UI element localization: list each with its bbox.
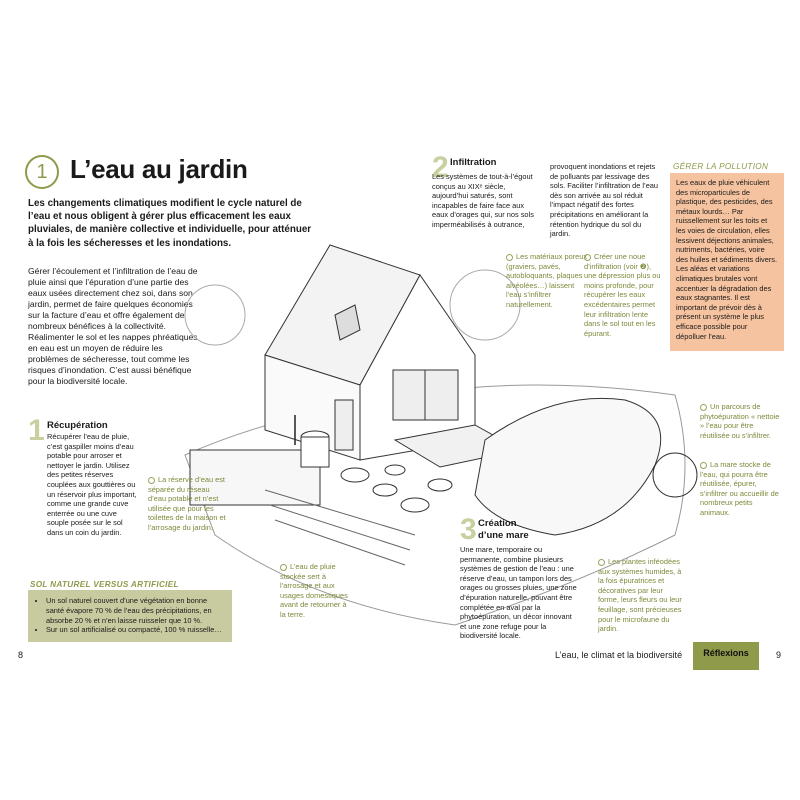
page-title: L’eau au jardin [70,154,248,184]
section-number-2: 2 [432,151,449,184]
section-text-infiltration-col1: Les systèmes de tout-à-l’égout conçus au XIXᵉ siècle, aujourd’hui saturés, sont incapables de faire face aux eaux d’orages qui, sur nos sols imperméabilisés à outrance, [432,172,534,229]
callout-dot-icon [700,404,707,411]
section-number-3: 3 [460,513,477,546]
sol-box [28,590,232,642]
callout-mare-stocke: La mare stocke de l’eau, qui pourra être réutilisée, épurer, s’infiltrer ou accueillir de nombreux petits animaux. [700,460,779,517]
section-text-recuperation: Récupérer l’eau de pluie, c’est gaspiller moins d’eau potable pour arroser et nettoyer le jardin. Utilisez des petites réserves couplées aux gouttières ou un réservoir plus important, comme une grande cuve enterrée ou une cuve souple posée sur le sol dans un coin du jardin. [47,432,137,537]
callout-reserve: La réserve d’eau est séparée du réseau d’eau potable et n’est utilisée que pour les toilettes de la maison et l’arrosage du jardin. [148,475,226,532]
section-title-recuperation: Récupération [47,420,108,431]
callout-dot-icon [584,254,591,261]
callout-noue: Créer une noue d’infiltration (voir ❷), une dépression plus ou moins profonde, pour récupérer les eaux excédentaires permet leur infiltration lente dans le sol tout en les épurant. [584,252,661,338]
section-number-1: 1 [28,414,45,447]
callout-materiaux: Les matériaux poreux (graviers, pavés, autobloquants, plaques alvéolées…) laissent l’eau s’infiltrer naturellement. [506,252,588,309]
section-title-infiltration: Infiltration [450,157,497,168]
intro-lead: Les changements climatiques modifient le cycle naturel de l’eau et nous obligent à gérer plus efficacement les eaux pluviales, de manière collective et individuelle, pour atténuer à la fois les sécheresses et les inondations. [28,198,312,249]
callout-dot-icon [598,559,605,566]
book-title: L’eau, le climat et la biodiversité [555,650,683,660]
callout-parcours: Un parcours de phytoépuration « nettoie » l’eau pour être réutilisée ou s’infiltrer. [700,402,780,440]
callout-dot-icon [280,564,287,571]
callout-eau-pluie: L’eau de pluie stockée sert à l’arrosage et aux usages domestiques avant de retourner à la terre. [280,562,348,619]
section-tab: Réflexions [693,642,759,670]
callout-dot-icon [506,254,513,261]
sol-box-heading: SOL NATUREL VERSUS ARTIFICIEL [30,580,179,589]
sol-box-item: • Sur un sol artificialisé ou compacté, 100 % ruisselle… [46,625,224,635]
pollution-box: Les eaux de pluie véhiculent des microparticules de plastique, des pesticides, des métaux lourds… Par ruissellement sur les toits et les voies de circulation, elles lessivent déjections animales, nutriments, bactéries, voire des huiles et sédiments divers. Les aléas et variations climatiques brutales vont accentuer la dégradation des eaux stagnantes. Il est important de prévoir dès à présent un système le plus efficace possible pour dépolluer l’eau. [670,173,784,351]
section-text-infiltration-col2: provoquent inondations et rejets de polluants par lessivage des sols. Faciliter l’infiltration de l’eau dès son arrivée au sol réduit l’impact négatif des fortes précipitations en améliorant la rétention hydrique du sol du jardin. [550,162,659,239]
page-number-right: 9 [776,650,782,660]
callout-dot-icon [700,462,707,469]
section-title-mare-2: d’une mare [478,530,529,541]
sol-box-item: • Un sol naturel couvert d’une végétation en bonne santé évapore 70 % de l’eau des précipitations, en absorbe 20 % et n’en laisse ruisseler que 10 %. [46,596,224,625]
intro-body: Gérer l’écoulement et l’infiltration de l’eau de pluie ainsi que l’épuration d’une partie des eaux usées directement chez soi, dans son jardin, permet de faire quelques économies sur la facture d’eau et offre également de nombreux bénéfices à la collectivité. Réalimenter le sol et les nappes phréatiques en eau est un moyen de réduire les problèmes de sécheresse, tout comme les risques d’inondation. C’est aussi bénéfique pour la biodiversité locale. [28,266,198,386]
chapter-number-badge: 1 [25,155,59,189]
section-title-mare-1: Création [478,518,517,529]
section-text-mare: Une mare, temporaire ou permanente, combine plusieurs systèmes de gestion de l’eau : une réserve d’eau, un tampon lors des orages ou grosses pluies, une zone d’épuration naturelle, pouvant être complétée en aval par la phytoépuration, un décor innovant et une zone refuge pour la biodiversité locale. [460,545,577,641]
callout-dot-icon [148,477,155,484]
page-number-left: 8 [18,650,24,660]
pollution-heading: GÉRER LA POLLUTION [673,162,769,171]
callout-plantes: Les plantes inféodées aux systèmes humides, à la fois épuratrices et décoratives par leur forme, leurs fleurs ou leur feuillage, sont précieuses pour le microfaune du jardin. [598,557,682,634]
